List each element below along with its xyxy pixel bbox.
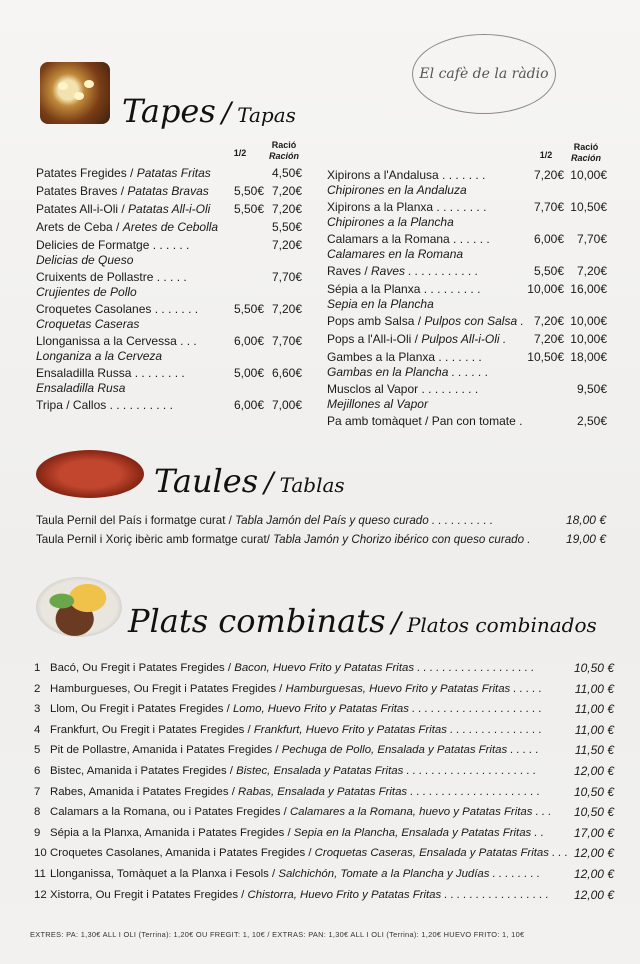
plato-price: 12,00 € xyxy=(573,764,614,778)
tapa-full-price: 2,50€ xyxy=(576,414,607,428)
tapa-spanish-name: Calamares en la Romana xyxy=(327,247,464,261)
tapa-item-name xyxy=(327,332,506,347)
cafe-logo xyxy=(412,34,556,114)
plato-price: 10,50 € xyxy=(573,661,614,675)
tapa-item-name xyxy=(36,302,198,317)
tapa-full-price: 7,70€ xyxy=(271,334,302,348)
tapa-spanish-name: Croquetas Caseras xyxy=(36,317,140,331)
plato-price: 11,00 € xyxy=(574,681,614,696)
tapa-spanish-name: Patatas Bravas xyxy=(127,184,209,198)
tapa-spanish-name: Ensaladilla Rusa xyxy=(36,381,126,395)
plato-number: 7 xyxy=(34,785,41,798)
plato-number: 3 xyxy=(34,703,41,716)
tapa-catalan-name: Patates All-i-Oli / xyxy=(36,202,129,216)
plato-spanish-name: Frankfurt, Huevo Frito y Patatas Fritas . . . . . . . . . . . . . . . xyxy=(253,723,542,736)
plato-price: 11,00 € xyxy=(574,702,614,717)
plato-item xyxy=(34,661,534,676)
tabla-spanish-name: Tabla Jamón del País y queso curado . . . . . . . . . . xyxy=(235,514,494,527)
tapa-half-price: 6,00€ xyxy=(233,334,264,348)
tapa-half-price: 10,50€ xyxy=(527,350,564,364)
tapa-full-price: 7,20€ xyxy=(271,184,302,198)
plato-catalan-name: Pit de Pollastre, Amanida i Patates Fregides / xyxy=(50,744,282,757)
platos-photo xyxy=(36,577,122,637)
tapa-half-price: 6,00€ xyxy=(233,398,264,412)
tapa-half-price: 5,00€ xyxy=(233,366,264,380)
plato-catalan-name: Sépia a la Planxa, Amanida i Patates Fregides / xyxy=(50,826,294,839)
plato-item xyxy=(34,702,542,717)
tapa-spanish-name: Pulpos All-i-Oli . xyxy=(421,332,507,346)
plato-spanish-name: Rabas, Ensalada y Patatas Fritas . . . . . . . . . . . . . . . . . . . . . xyxy=(238,785,541,798)
plato-catalan-name: Bistec, Amanida i Patates Fregides / xyxy=(50,765,237,777)
plato-spanish-name: Bistec, Ensalada y Patatas Fritas . . . . . . . . . . . . . . . . . . . . . xyxy=(236,765,537,777)
plato-price: 12,00 € xyxy=(573,867,614,881)
tapa-item-name xyxy=(36,270,187,285)
tapa-spanish-name: Patatas Fritas xyxy=(136,166,211,180)
tapa-half-price: 10,00€ xyxy=(527,282,564,296)
tapa-item-name xyxy=(36,334,197,349)
tapa-item-name xyxy=(327,282,480,297)
tapa-full-price: 5,50€ xyxy=(271,220,302,234)
tapa-catalan-name: Tripa / Callos . . . . . . . . . . xyxy=(36,398,173,412)
tapa-item-name xyxy=(327,264,478,279)
tapa-item-name xyxy=(36,202,210,217)
tabla-catalan-name: Taula Pernil del País i formatge curat / xyxy=(36,514,236,527)
tapa-half-price: 5,50€ xyxy=(533,264,564,278)
plato-number: 11 xyxy=(34,868,46,880)
tapa-item-name xyxy=(327,232,490,247)
plato-spanish-name: Pechuga de Pollo, Ensalada y Patatas Fritas . . . . . xyxy=(281,744,539,757)
tapa-catalan-name: Calamars a la Romana . . . . . . xyxy=(327,232,490,246)
tapa-item-name xyxy=(327,382,478,397)
plato-spanish-name: Sepia en la Plancha, Ensalada y Patatas Fritas . . xyxy=(293,826,544,839)
tapa-item-name xyxy=(36,238,189,253)
tapes-right-half-header: 1/2 xyxy=(539,150,553,160)
plato-spanish-name: Calamares a la Romana, huevo y Patatas Fritas . . . xyxy=(289,806,552,819)
tapa-item-name xyxy=(36,366,185,381)
tapa-half-price: 7,20€ xyxy=(533,168,564,182)
plato-spanish-name: Chistorra, Huevo Frito y Patatas Fritas . . . . . . . . . . . . . . . . . xyxy=(247,888,549,901)
tapa-catalan-name: Pops a l'All-i-Oli / xyxy=(327,332,422,346)
plato-item xyxy=(34,785,540,800)
tapa-full-price: 16,00€ xyxy=(570,282,607,296)
plato-catalan-name: Bacó, Ou Fregit i Patates Fregides / xyxy=(50,662,235,674)
tapa-catalan-name: Llonganissa a la Cervessa . . . xyxy=(36,334,197,348)
plato-item xyxy=(34,826,544,841)
plato-spanish-name: Hamburguesas, Huevo Frito y Patatas Fritas . . . . . xyxy=(285,682,542,695)
plato-number: 1 xyxy=(34,662,41,674)
plato-spanish-name: Lomo, Huevo Frito y Patatas Fritas . . . . . . . . . . . . . . . . . . . . . xyxy=(232,703,542,716)
tapa-half-price: 5,50€ xyxy=(233,202,264,216)
tapa-catalan-name: Patates Braves / xyxy=(36,184,128,198)
tapa-spanish-name: Mejillones al Vapor xyxy=(327,397,428,411)
plato-price: 11,00 € xyxy=(574,722,614,737)
tapa-half-price: 7,70€ xyxy=(533,200,564,214)
plato-number: 10 xyxy=(34,847,47,860)
plato-catalan-name: Xistorra, Ou Fregit i Patates Fregides / xyxy=(50,888,248,901)
plato-catalan-name: Hamburgueses, Ou Fregit i Patates Fregides / xyxy=(50,682,286,695)
plato-item xyxy=(34,888,549,903)
tapa-spanish-name: Delicias de Queso xyxy=(36,253,134,267)
tapa-item-name xyxy=(36,220,218,235)
tapes-left-half-header: 1/2 xyxy=(233,148,247,158)
plato-price: 12,00 € xyxy=(573,846,614,861)
plato-spanish-name: Croquetas Caseras, Ensalada y Patatas Fritas . . . xyxy=(314,847,568,860)
tapa-spanish-name: Sepia en la Plancha xyxy=(327,297,434,311)
tabla-item xyxy=(36,513,493,528)
tapa-catalan-name: Croquetes Casolanes . . . . . . . xyxy=(36,302,199,316)
tapa-item-name xyxy=(327,168,485,183)
plato-number: 4 xyxy=(34,723,41,736)
tapa-full-price: 7,20€ xyxy=(271,238,302,252)
tapa-catalan-name: Musclos al Vapor . . . . . . . . . xyxy=(327,382,479,396)
tapa-full-price: 7,20€ xyxy=(576,264,607,278)
plato-item xyxy=(34,805,551,820)
tapa-spanish-name: Pulpos con Salsa . xyxy=(424,314,524,328)
plato-number: 8 xyxy=(34,806,41,819)
plato-number: 6 xyxy=(34,765,41,777)
tapa-full-price: 10,00€ xyxy=(570,314,607,328)
tapa-half-price: 7,20€ xyxy=(533,314,564,328)
plato-catalan-name: Frankfurt, Ou Fregit i Patates Fregides / xyxy=(50,723,254,736)
tapa-item-name xyxy=(327,200,486,215)
tapa-half-price: 6,00€ xyxy=(533,232,564,246)
plato-catalan-name: Calamars a la Romana, ou i Patates Fregides / xyxy=(50,806,290,819)
tapa-spanish-name: Chipirones a la Plancha xyxy=(327,215,454,229)
plato-number: 12 xyxy=(34,888,47,901)
tapa-item-name xyxy=(327,350,482,365)
tabla-item xyxy=(36,532,530,547)
tapa-spanish-name: Crujientes de Pollo xyxy=(36,285,137,299)
tapas-photo xyxy=(40,62,110,124)
plato-item xyxy=(34,867,540,882)
cafe-logo-text: El cafè de la ràdio xyxy=(419,66,549,82)
plato-price: 10,50 € xyxy=(573,805,614,820)
plato-price: 10,50 € xyxy=(573,784,614,799)
tapa-item-name xyxy=(36,184,209,199)
tapa-full-price: 18,00€ xyxy=(570,350,607,364)
tapa-catalan-name: Xipirons a l'Andalusa . . . . . . . xyxy=(327,168,486,182)
extras-footer: EXTRES: PA: 1,30€ ALL I OLI (Terrina): 1,20€ OU FREGIT: 1, 10€ / EXTRAS: PAN: 1,30€ ALL I OLI (Terrina): 1,20€ HUEVO FRITO: 1, 10€ xyxy=(30,930,525,939)
tapa-full-price: 4,50€ xyxy=(271,166,302,180)
tapa-item-name xyxy=(327,314,524,329)
tapes-title: Tapes / Tapas xyxy=(122,92,296,130)
tapa-full-price: 6,60€ xyxy=(271,366,302,380)
tapa-full-price: 7,70€ xyxy=(576,232,607,246)
tapa-catalan-name: Sépia a la Planxa . . . . . . . . . xyxy=(327,282,481,296)
plato-catalan-name: Llom, Ou Fregit i Patates Fregides / xyxy=(50,703,233,716)
plats-title: Plats combinats / Platos combinados xyxy=(128,602,597,640)
tapa-spanish-name: Patatas All-i-Oli xyxy=(128,202,211,216)
tapa-catalan-name: Raves / xyxy=(327,264,372,278)
tapa-catalan-name: Xipirons a la Planxa . . . . . . . . xyxy=(327,200,487,214)
tapa-full-price: 7,00€ xyxy=(271,398,302,412)
tapa-catalan-name: Arets de Ceba / xyxy=(36,220,123,234)
plato-item xyxy=(34,723,542,738)
plato-price: 11,50 € xyxy=(574,743,614,758)
tapa-full-price: 7,20€ xyxy=(271,202,302,216)
plato-number: 5 xyxy=(34,744,41,757)
plato-item xyxy=(34,764,536,779)
tapa-spanish-name: Gambas en la Plancha . . . . . . xyxy=(327,365,489,379)
plato-catalan-name: Rabes, Amanida i Patates Fregides / xyxy=(50,785,239,798)
tapa-catalan-name: Pops amb Salsa / xyxy=(327,314,425,328)
tapa-full-price: 7,20€ xyxy=(271,302,302,316)
tapa-full-price: 9,50€ xyxy=(576,382,607,396)
plato-number: 2 xyxy=(34,682,41,695)
tapa-catalan-name: Cruixents de Pollastre . . . . . xyxy=(36,270,187,284)
tapa-full-price: 10,50€ xyxy=(570,200,607,214)
tapa-half-price: 7,20€ xyxy=(533,332,564,346)
tapa-spanish-name: Longaniza a la Cerveza xyxy=(36,349,163,363)
tapa-catalan-name: Pa amb tomàquet / Pan con tomate . xyxy=(327,414,523,428)
tapa-spanish-name: Chipirones en la Andaluza xyxy=(327,183,467,197)
plato-item xyxy=(34,846,568,861)
tapa-item-name xyxy=(36,398,173,413)
tabla-catalan-name: Taula Pernil i Xoriç ibèric amb formatge curat/ xyxy=(36,533,274,546)
plato-item xyxy=(34,682,542,697)
plato-number: 9 xyxy=(34,826,41,839)
plato-catalan-name: Llonganissa, Tomàquet a la Planxa i Fesols / xyxy=(50,868,279,880)
tapa-full-price: 10,00€ xyxy=(570,168,607,182)
taules-title: Taules / Tablas xyxy=(154,462,345,500)
tapa-half-price: 5,50€ xyxy=(233,302,264,316)
tablas-photo xyxy=(36,450,144,498)
tapa-full-price: 10,00€ xyxy=(570,332,607,346)
tapes-left-racio-header: Ració Ración xyxy=(268,140,299,161)
tapa-item-name xyxy=(327,414,522,429)
plato-spanish-name: Salchichón, Tomate a la Plancha y Judías . . . . . . . . xyxy=(278,868,541,880)
tapa-item-name xyxy=(36,166,211,181)
tapa-catalan-name: Patates Fregides / xyxy=(36,166,137,180)
tapa-full-price: 7,70€ xyxy=(271,270,302,284)
tabla-spanish-name: Tabla Jamón y Chorizo ibérico con queso curado . xyxy=(273,533,531,546)
tapa-catalan-name: Ensaladilla Russa . . . . . . . . xyxy=(36,366,185,380)
tapes-right-racio-header: Ració Ración xyxy=(570,142,601,163)
plato-item xyxy=(34,743,539,758)
plato-spanish-name: Bacon, Huevo Frito y Patatas Fritas . . . . . . . . . . . . . . . . . . . xyxy=(234,662,535,674)
tapa-catalan-name: Delicies de Formatge . . . . . . xyxy=(36,238,190,252)
tapa-half-price: 5,50€ xyxy=(233,184,264,198)
plato-catalan-name: Croquetes Casolanes, Amanida i Patates Fregides / xyxy=(50,847,315,860)
tapa-catalan-name: Gambes a la Planxa . . . . . . . xyxy=(327,350,482,364)
plato-price: 12,00 € xyxy=(573,887,614,902)
plato-price: 17,00 € xyxy=(573,825,614,840)
tabla-price: 18,00 € xyxy=(565,513,606,527)
tabla-price: 19,00 € xyxy=(565,532,606,546)
tapa-spanish-name: Aretes de Cebolla xyxy=(122,220,219,234)
tapa-spanish-name: Raves . . . . . . . . . . . xyxy=(371,264,479,278)
